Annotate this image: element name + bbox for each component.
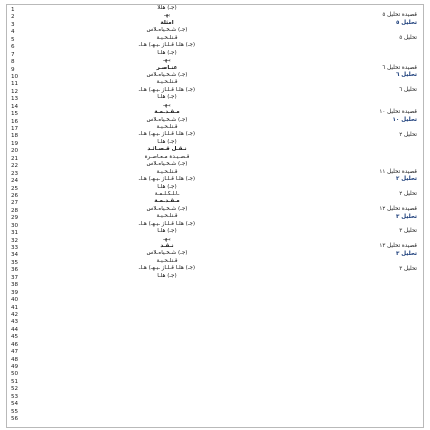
- line-number: 16: [11, 118, 19, 125]
- line-number: 48: [11, 356, 19, 363]
- line-number: 2: [11, 14, 15, 21]
- line-number: 15: [11, 111, 19, 118]
- line-number: 54: [11, 401, 19, 408]
- line-number: 7: [11, 51, 15, 58]
- line-number: 44: [11, 326, 19, 333]
- section-label: تحليل ١٠: [392, 116, 417, 123]
- section-label: تحليل ٦: [395, 72, 417, 79]
- section-label: قصيدة تحليل ١٢: [379, 206, 417, 213]
- text-line: (جـ) هلـا قـلـاز ـيـهـ) هـأـ: [138, 220, 196, 227]
- line-number: 27: [11, 200, 19, 207]
- section-label: تحليل ٢: [395, 176, 417, 183]
- text-line: بـهـ: [163, 235, 171, 242]
- section-label: [337, 27, 417, 34]
- text-line: عنـاصـر: [156, 64, 178, 71]
- section-label: [337, 124, 417, 131]
- text-line: (جـ) هلـا قـلـاز ـيـهـ) هـأـ: [138, 42, 196, 49]
- line-number: 33: [11, 245, 19, 251]
- text-line: قـنلـحـيـة: [156, 213, 178, 220]
- section-label: تحليل ٣: [399, 265, 417, 272]
- text-line: (جـ) هلـا: [157, 183, 177, 190]
- line-number: 1: [11, 7, 15, 13]
- line-number: 40: [11, 297, 19, 304]
- text-line: قـنلـحـيـة: [156, 124, 178, 130]
- text-line: قـنلـحـيـة: [156, 257, 178, 264]
- section-label-block: [337, 243, 417, 273]
- text-line: (جـ) هلـا قـلـاز ـيـهـ) هـأـ: [138, 131, 196, 138]
- text-line: (جـ) هلـا: [157, 49, 177, 56]
- line-number: 34: [11, 252, 19, 259]
- line-number: 11: [11, 81, 19, 88]
- line-number: 37: [11, 274, 19, 281]
- section-label: تحليل ٣: [395, 213, 417, 220]
- section-label: [337, 221, 417, 228]
- line-number: 6: [11, 44, 15, 51]
- line-number: 24: [11, 178, 19, 185]
- line-number: 43: [11, 319, 19, 326]
- line-number: 23: [11, 170, 19, 177]
- line-number: 18: [11, 133, 19, 140]
- section-label: [337, 258, 417, 265]
- line-number: 26: [11, 192, 19, 199]
- section-label: تحليل ٢: [399, 191, 417, 198]
- line-number: 21: [11, 155, 19, 162]
- text-line: (جـ) شـخـياه‌ـلاس: [146, 161, 188, 168]
- line-number: 12: [11, 88, 19, 95]
- line-number: 41: [11, 304, 19, 311]
- text-line: قـنلـحـيـة: [156, 34, 178, 41]
- text-line: (جـ) شـخـياه‌ـلاس: [146, 116, 188, 123]
- text-line: (جـ) هلـا: [157, 272, 177, 279]
- text-line: (جـ) هلـا: [157, 228, 177, 235]
- line-number: 53: [11, 393, 19, 400]
- text-line: (جـ) هلـا: [157, 94, 177, 101]
- text-line: مـقـدـمـة: [154, 109, 180, 116]
- line-number: 14: [11, 103, 19, 110]
- section-label-block: [337, 109, 417, 139]
- line-number: 32: [11, 237, 19, 244]
- line-number-gutter: [11, 7, 33, 424]
- line-number: 49: [11, 364, 19, 370]
- section-label: [337, 79, 417, 86]
- text-line: (جـ) هلـا قـلـاز ـيـهـ) هـأـ: [138, 176, 196, 183]
- line-number: 55: [11, 408, 19, 415]
- line-number: 13: [11, 96, 19, 103]
- text-line: نـقـل قـصـائـد: [147, 146, 187, 153]
- section-label: قصيدة تحليل ١٠: [379, 109, 417, 116]
- text-line: قـنلـحـيـة: [156, 168, 178, 175]
- text-line: قـنلـحـيـة: [156, 79, 178, 86]
- line-number: 20: [11, 148, 19, 155]
- line-number: 28: [11, 207, 19, 214]
- line-number: 31: [11, 230, 19, 237]
- line-number: 25: [11, 185, 19, 192]
- section-label: تحليل ٦: [399, 86, 417, 93]
- line-number: 30: [11, 222, 19, 229]
- text-line: (جـ) شـخـياه‌ـلاس: [146, 27, 188, 34]
- line-number: 52: [11, 386, 19, 393]
- line-number: 29: [11, 215, 19, 222]
- line-number: 4: [11, 29, 15, 36]
- line-number: 35: [11, 259, 19, 266]
- section-label: قصيدة تحليل ٦: [382, 64, 417, 71]
- section-label-block: [337, 169, 417, 199]
- text-line: (جـ) هلـا قـلـاز ـيـهـ) هـأـ: [138, 265, 196, 272]
- document-page: [6, 4, 424, 428]
- text-line: نـقـد: [160, 243, 174, 249]
- text-line: (جـ) هلـا: [157, 138, 177, 145]
- section-label: قصيدة تحليل ١٣: [379, 243, 417, 250]
- line-number: 51: [11, 378, 19, 385]
- line-number: 5: [11, 36, 15, 43]
- text-line: قـصـيـدة مـعـاصـرة: [144, 153, 190, 160]
- poem-text-column: [67, 5, 267, 280]
- line-number: 17: [11, 126, 19, 132]
- section-label-block: [337, 206, 417, 236]
- line-number: 38: [11, 282, 19, 289]
- section-label: تحليل ٣: [399, 228, 417, 235]
- section-label-block: [337, 12, 417, 42]
- section-label: تحليل ٥: [395, 19, 417, 26]
- line-number: 3: [11, 21, 15, 28]
- text-line: (جـ) هللا: [157, 5, 177, 11]
- text-line: (جـ) شـخـياه‌ـلاس: [146, 205, 188, 212]
- line-number: 39: [11, 289, 19, 296]
- text-line: (جـ) شـخـياه‌ـلاس: [146, 250, 188, 257]
- section-label: قصيدة تحليل ١١: [379, 168, 417, 175]
- line-number: 50: [11, 371, 19, 378]
- text-line: بـهـ: [163, 101, 171, 108]
- line-number: 22: [11, 163, 19, 170]
- line-number: 56: [11, 416, 19, 423]
- section-label-block: [337, 65, 417, 95]
- line-number: 36: [11, 267, 19, 274]
- text-line: أمثلة: [160, 19, 174, 26]
- text-line: بهـ: [164, 12, 170, 19]
- text-line: ـاـلـكـلـمـة: [154, 190, 180, 197]
- text-line: (جـ) شـخـياه‌ـلاس: [146, 71, 188, 78]
- section-label: [337, 184, 417, 191]
- section-label: قصيدة تحليل ٥: [382, 12, 417, 19]
- line-number: 42: [11, 311, 19, 318]
- line-number: 19: [11, 140, 19, 147]
- section-label: تحليل ٥: [399, 34, 417, 41]
- section-label: تحليل ٣: [395, 250, 417, 257]
- line-number: 45: [11, 334, 19, 341]
- line-number: 9: [11, 66, 15, 73]
- text-line: مـقـدـمـة: [154, 198, 180, 205]
- line-number: 8: [11, 59, 15, 66]
- line-number: 46: [11, 341, 19, 348]
- line-number: 47: [11, 349, 19, 356]
- section-label: تحليل ٢: [399, 131, 417, 138]
- line-number: 10: [11, 73, 19, 80]
- text-line: (جـ) هلـا قـلـاز ـيـهـ) هـأـ: [138, 86, 196, 93]
- text-line: بـهـ: [163, 57, 171, 64]
